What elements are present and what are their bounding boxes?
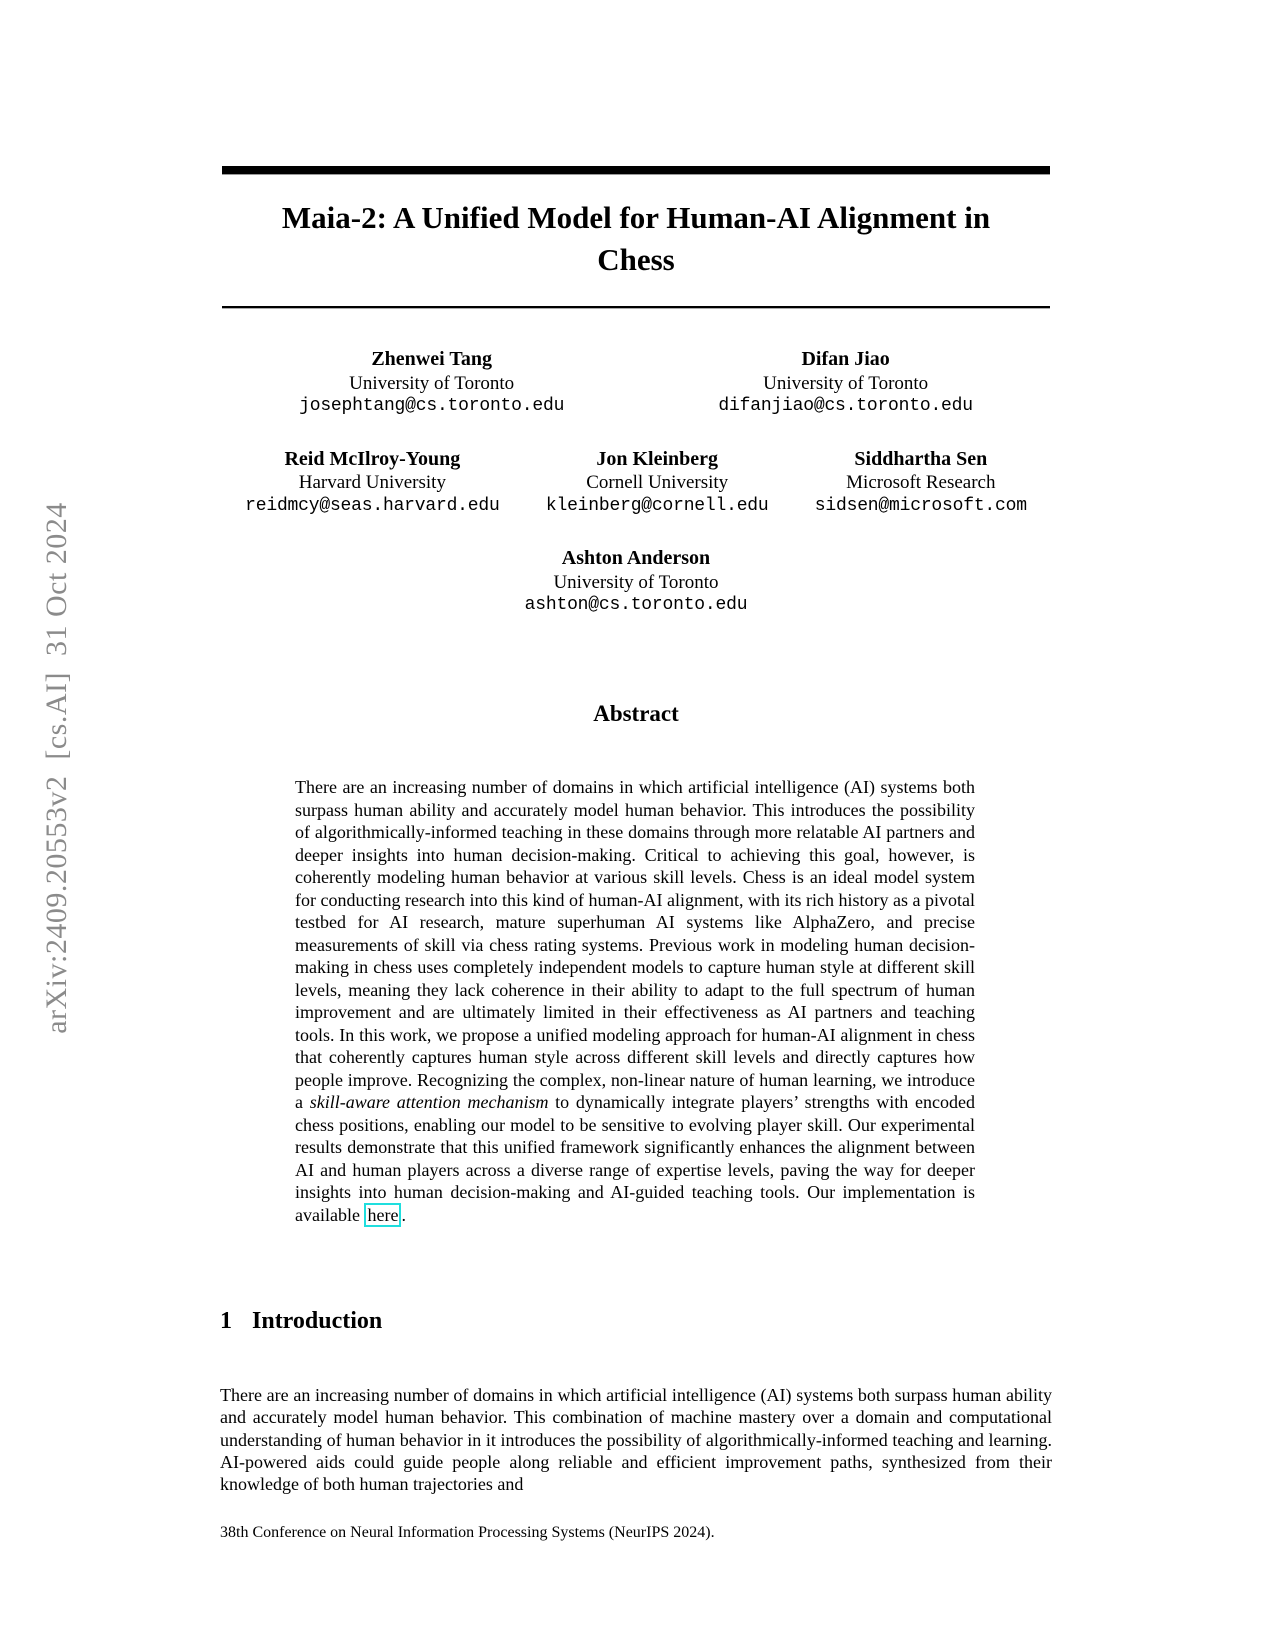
author-email: josephtang@cs.toronto.edu <box>299 396 565 416</box>
abstract-text <box>295 776 975 1226</box>
author-zhenwei-tang <box>299 348 564 419</box>
abstract-part1: There are an increasing number of domains in which artificial intelligence (AI) systems both surpass human ability and accurately model human behavior. This introduces the possibility of algorithmically-informed teaching in these domains through more relatable AI partners and deeper insights into human decision-making. Critical to achieving this goal, however, is coherently modeling human behavior at various skill levels. Chess is an ideal model system for conducting research into this kind of human-AI alignment, with its rich history as a pivotal testbed for AI research, mature superhuman AI systems like AlphaZero, and precise measurements of skill via chess rating systems. Previous work in modeling human decision-making in chess uses completely independent models to capture human style at different skill levels, meaning they lack coherence in their ability to adapt to the full spectrum of human improvement and are ultimately limited in their effectiveness as AI partners and teaching tools. In this work, we propose a unified modeling approach for human-AI alignment in chess that coherently captures human style across different skill levels and directly captures how people improve. Recognizing the complex, non-linear nature of human learning, we introduce a <box>295 777 975 1112</box>
author-block <box>222 348 1050 647</box>
author-row-3 <box>222 547 1050 618</box>
author-affiliation: Harvard University <box>298 472 446 493</box>
author-siddhartha-sen <box>815 448 1027 519</box>
abstract-part3: . <box>401 1204 406 1225</box>
author-name: Ashton Anderson <box>561 547 711 569</box>
author-jon-kleinberg <box>546 448 769 519</box>
author-email: kleinberg@cornell.edu <box>545 495 769 516</box>
author-email: ashton@cs.toronto.edu <box>524 595 748 615</box>
title-rule-bottom <box>222 306 1050 309</box>
arxiv-watermark: arXiv:2409.20553v2 [cs.AI] 31 Oct 2024 <box>40 502 73 1034</box>
author-row-1 <box>222 348 1050 419</box>
author-affiliation: University of Toronto <box>553 571 719 593</box>
conference-footnote: 38th Conference on Neural Information Processing Systems (NeurIPS 2024). <box>220 1524 715 1541</box>
skill-aware-attention-phrase: skill-aware attention mechanism <box>309 1092 549 1112</box>
section-title: Introduction <box>252 1308 383 1334</box>
author-name: Jon Kleinberg <box>596 447 719 470</box>
author-name: Zhenwei Tang <box>371 348 492 370</box>
introduction-paragraph: There are an increasing number of domains in which artificial intelligence (AI) systems both surpass human ability and accurately model human behavior. This combination of machine mastery over a domain and computational understanding of human behavior in it introduces the possibility of algorithmically-informed teaching and learning. AI-powered aids could guide people along reliable and efficient improvement paths, synthesized from their knowledge of both human trajectories and <box>220 1385 1052 1495</box>
abstract-heading: Abstract <box>593 701 679 726</box>
author-difan-jiao <box>718 348 972 419</box>
section-number: 1 <box>220 1308 232 1334</box>
paper-title <box>222 197 1050 281</box>
implementation-link[interactable]: here <box>364 1203 401 1227</box>
author-email: sidsen@microsoft.com <box>814 495 1027 516</box>
author-name: Reid McIlroy-Young <box>284 447 461 470</box>
author-affiliation: University of Toronto <box>763 372 929 394</box>
paper-title-line1: Maia-2: A Unified Model for Human-AI Alignment in <box>281 200 991 235</box>
author-email: reidmcy@seas.harvard.edu <box>245 495 500 516</box>
author-ashton-anderson <box>525 547 748 618</box>
author-row-2 <box>222 448 1050 519</box>
title-rule-top <box>222 166 1050 175</box>
paper-title-line2: Chess <box>597 242 675 277</box>
author-name: Difan Jiao <box>801 348 890 370</box>
section-1-heading <box>220 1308 382 1335</box>
author-name: Siddhartha Sen <box>854 447 988 470</box>
author-email: difanjiao@cs.toronto.edu <box>718 396 973 416</box>
author-affiliation: Microsoft Research <box>846 472 996 493</box>
abstract-part2: to dynamically integrate players’ strengths with encoded chess positions, enabling our model to be sensitive to evolving player skill. Our experimental results demonstrate that this unified framework significantly enhances the alignment between AI and human players across a diverse range of expertise levels, paving the way for deeper insights into human decision-making and AI-guided teaching tools. Our implementation is available <box>295 1092 975 1225</box>
author-affiliation: Cornell University <box>586 472 729 493</box>
author-affiliation: University of Toronto <box>349 372 515 394</box>
author-reid-mcilroy-young <box>245 448 499 519</box>
